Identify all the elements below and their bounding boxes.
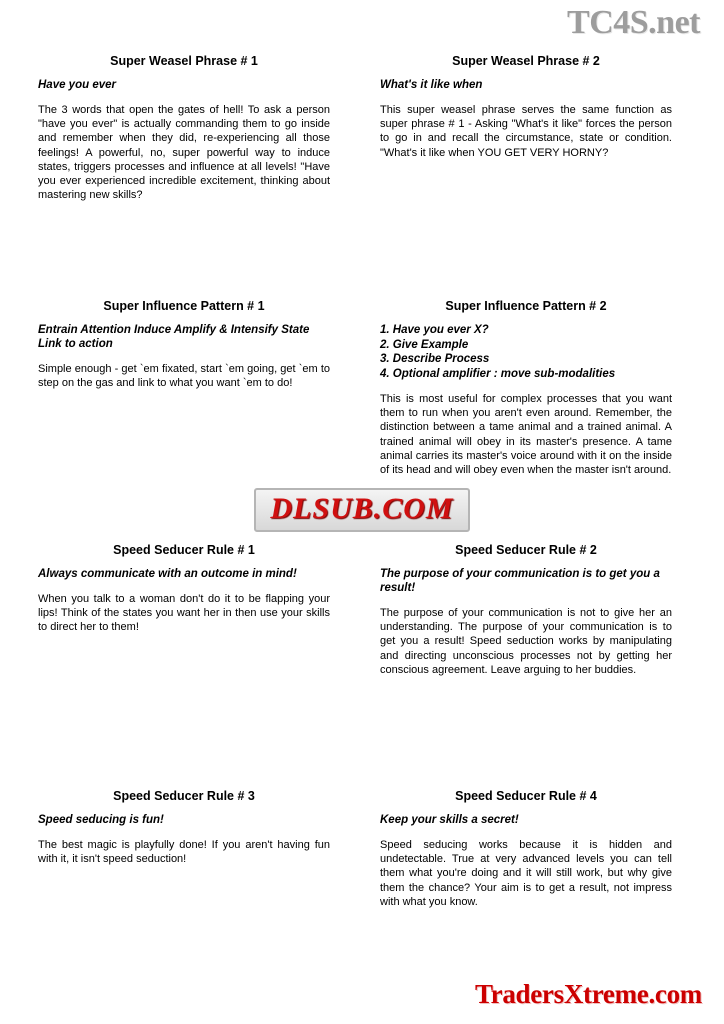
watermark-tradersxtreme-label: TradersXtreme.com (474, 979, 702, 1009)
section-super-influence-pattern-2 (380, 299, 672, 477)
watermark-dlsub-label: DLSUB.COM (254, 488, 469, 532)
section-title: Speed Seducer Rule # 4 (455, 789, 597, 803)
section-body: When you talk to a woman don't do it to be flapping your lips! Think of the states you want her in then use your skills to direct her to them! (38, 593, 330, 634)
section-body: Speed seducing works because it is hidden and undetectable. True at very advanced levels you can tell them what you're doing and it will still work, but why give them the chance? Your aim is to get a result, not impress with what you know. (380, 839, 672, 908)
section-speed-seducer-rule-4 (380, 789, 672, 909)
list-item: 3. Describe Process (380, 353, 490, 365)
section-subtitle: Keep your skills a secret! (380, 814, 519, 826)
section-list (380, 323, 672, 381)
list-item: 2. Give Example (380, 338, 469, 351)
section-body: This is most useful for complex processes that you want them to run when you aren't even around. Remember, the distinction between a tame animal and a trained animal. A trained animal will obey in its master's presence. A tame animal carries its master's voice around with it on the inside of its head and will obey even when the master isn't around. (380, 393, 672, 477)
section-title: Speed Seducer Rule # 3 (113, 789, 255, 803)
section-title: Super Influence Pattern # 2 (445, 299, 607, 313)
section-body: The purpose of your communication is not to give her an understanding. The purpose of your communication is to get you a result! Speed seduction works by manipulating and directing unconscious processes not by getting her conscious agreement. Leave arguing to her buddies. (380, 607, 672, 676)
section-body: This super weasel phrase serves the same function as super phrase # 1 - Asking "What's it like" forces the person to go in and recall the circumstance, state or condition. "What's it like when YOU GET VERY HORNY? (380, 104, 672, 159)
section-subtitle: What's it like when (380, 79, 483, 91)
section-subtitle: Always communicate with an outcome in mind! (38, 568, 297, 580)
watermark-dlsub (0, 488, 724, 532)
section-subtitle: Have you ever (38, 79, 116, 91)
list-item: 4. Optional amplifier : move sub-modalities (380, 367, 616, 380)
section-title: Super Weasel Phrase # 2 (452, 54, 600, 68)
section-subtitle: Speed seducing is fun! (38, 814, 164, 826)
section-title: Super Influence Pattern # 1 (103, 299, 265, 313)
watermark-tradersxtreme (475, 979, 702, 1010)
section-super-influence-pattern-1 (38, 299, 330, 390)
section-subtitle: The purpose of your communication is to get you a result! (380, 568, 660, 594)
section-title: Speed Seducer Rule # 1 (113, 543, 255, 557)
list-item: 1. Have you ever X? (380, 324, 489, 336)
section-title: Super Weasel Phrase # 1 (110, 54, 258, 68)
section-speed-seducer-rule-2 (380, 543, 672, 677)
watermark-tc4s: TC4S.net (567, 4, 700, 41)
section-super-weasel-phrase-2 (380, 54, 672, 160)
section-title: Speed Seducer Rule # 2 (455, 543, 597, 557)
section-body: The best magic is playfully done! If you aren't having fun with it, it isn't speed seduction! (38, 839, 330, 866)
section-speed-seducer-rule-3 (38, 789, 330, 866)
section-super-weasel-phrase-1 (38, 54, 330, 202)
section-body: The 3 words that open the gates of hell! To ask a person "have you ever" is actually commanding them to go inside and remember when they did, re-experiencing all those feelings! A powerful, no, super powerful way to induce states, triggers processes and influence at all levels! "Have you ever experienced incredible excitement, thinking about mastering new skills? (38, 104, 330, 202)
section-body: Simple enough - get `em fixated, start `em going, get `em to step on the gas and link to what you want `em to do! (38, 363, 330, 390)
section-subtitle: Entrain Attention Induce Amplify & Intensify State Link to action (38, 324, 310, 350)
section-speed-seducer-rule-1 (38, 543, 330, 635)
